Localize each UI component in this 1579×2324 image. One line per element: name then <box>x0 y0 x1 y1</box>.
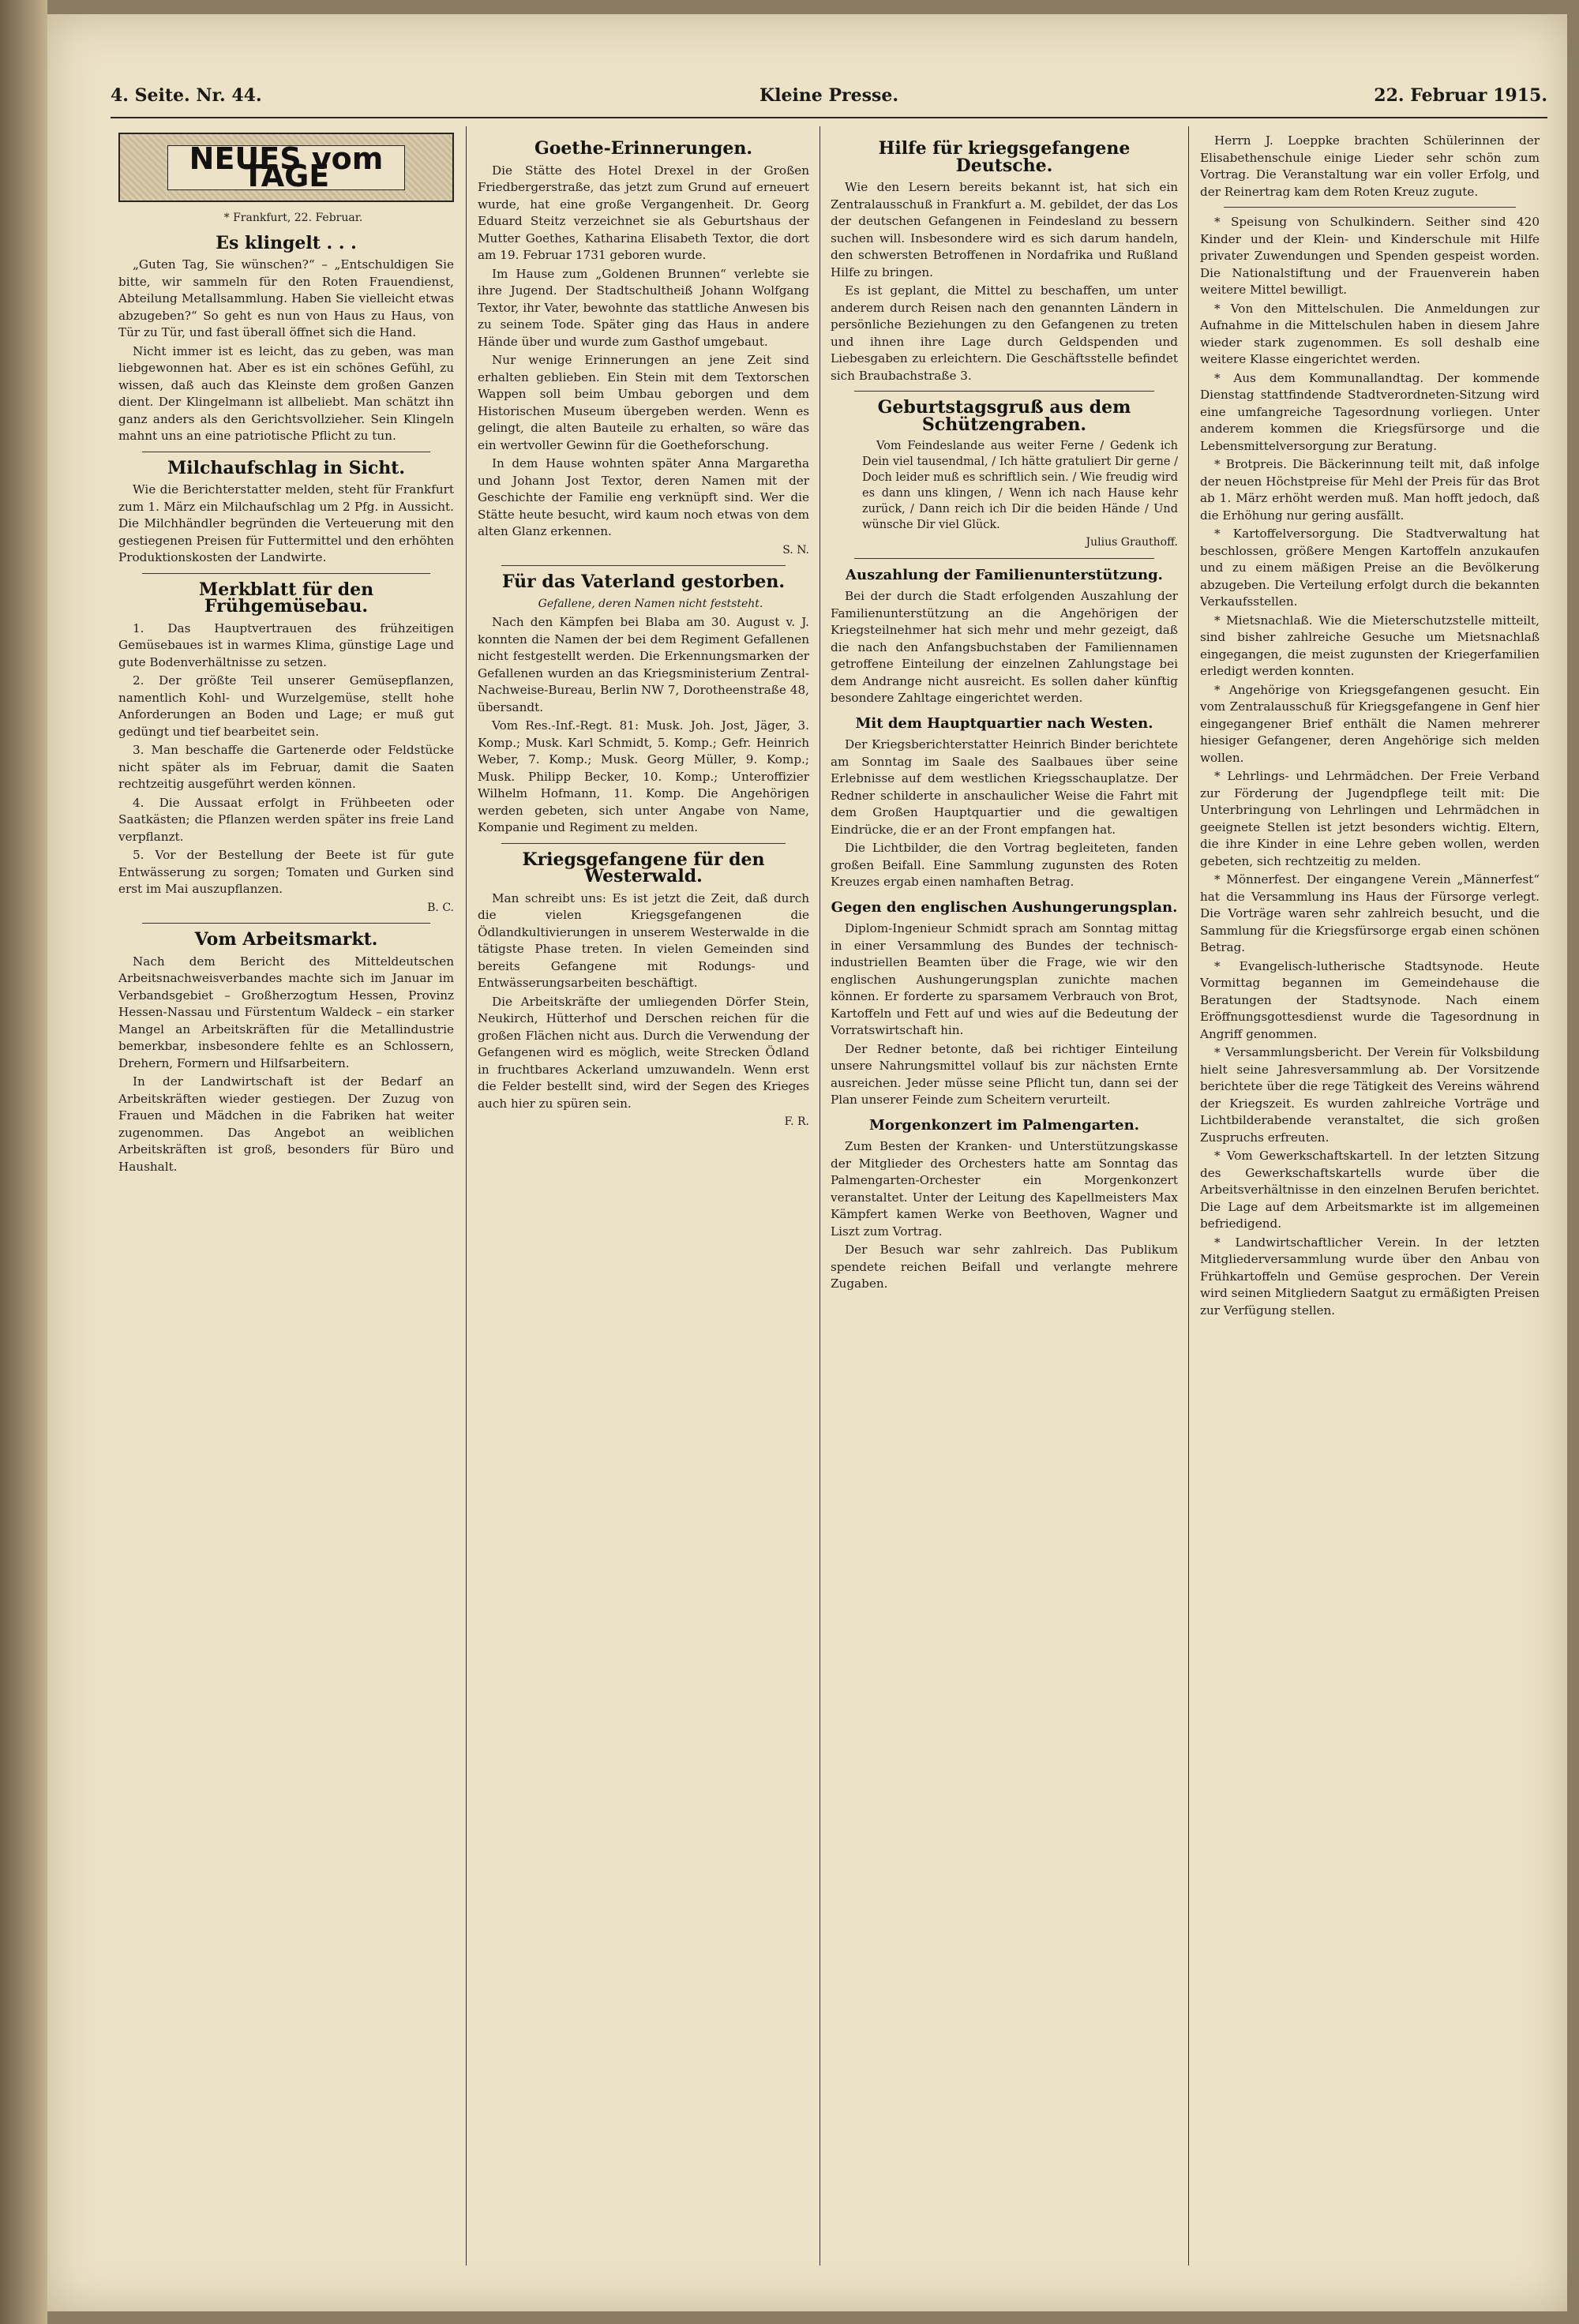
article-title: Kriegsgefangene für den Westerwald. <box>522 849 765 886</box>
neues-vom-tage-masthead <box>118 133 454 202</box>
article-subtitle: Gefallene, deren Namen nicht feststeht. <box>538 597 763 610</box>
column-3 <box>831 133 1178 2264</box>
dateline: * Frankfurt, 22. Februar. <box>223 212 363 224</box>
article-signature: Julius Grauthoff. <box>1086 536 1178 549</box>
news-item: * Mietsnachlaß. Wie die Mieterschutzstelle mitteilt, sind bisher zahlreiche Gesuche um Mietsnachlaß eingegangen, die meist zugunsten der Kriegerfamilien erledigt werden konnten. <box>1200 613 1540 678</box>
column-rule-1 <box>466 126 467 2266</box>
article-paragraph: Diplom-Ingenieur Schmidt sprach am Sonntag mittag in einer Versammlung des Bundes der technisch-industriellen Beamten über die Frage, wie wir den englischen Aushungerungsplan zunichte machen können. Er forderte zu sparsamem Verbrauch von Brot, Kartoffeln und Fett auf und wies auf die Bedeutung der Vorratswirtschaft hin. <box>831 921 1178 1037</box>
article-paragraph: Der Kriegsberichterstatter Heinrich Binder berichtete am Sonntag im Saale des Saalbaues über seine Erlebnisse auf dem westlichen Kriegsschauplatze. Der Redner schilderte in anschaulicher Weise die Fahrt mit dem Großen Hauptquartier und die gewaltigen Eindrücke, die er an der Front empfangen hat. <box>831 737 1178 837</box>
article-title: Für das Vaterland gestorben. <box>501 572 786 592</box>
article-paragraph: 5. Vor der Bestellung der Beete ist für gute Entwässerung zu sorgen; Tomaten und Gurken sind erst im Mai auszupflanzen. <box>118 848 454 896</box>
news-item: * Von den Mittelschulen. Die Anmeldungen zur Aufnahme in die Mittelschulen haben in diesem Jahre wieder stark zugenommen. Es soll deshalb eine weitere Klasse eingerichtet werden. <box>1200 301 1540 366</box>
article-paragraph: Die Lichtbilder, die den Vortrag begleiteten, fanden großen Beifall. Eine Sammlung zugunsten des Roten Kreuzes ergab einen namhaften Betrag. <box>831 841 1178 889</box>
article-paragraph: In dem Hause wohnten später Anna Margaretha und Johann Jost Textor, deren Namen mit der Geschichte der Familie eng verknüpft sind. Wer die Stätte heute besucht, wird kaum noch etwas von dem alten Glanz erkennen. <box>478 456 809 538</box>
article-paragraph: Nach dem Bericht des Mitteldeutschen Arbeitsnachweisverbandes machte sich im Januar im Verbandsgebiet – Großherzogtum Hessen, Provinz Hessen-Nassau und Fürstentum Waldeck – ein starker Mangel an Arbeitskräften für die Metallindustrie bemerkbar, insbesondere fehlte es an Schlossern, Drehern, Formern und Hilfsarbeitern. <box>118 954 454 1070</box>
article-paragraph: Wie die Berichterstatter melden, steht für Frankfurt zum 1. März ein Milchaufschlag um 2 Pfg. in Aussicht. Die Milchhändler begründen die Verteuerung mit den gestiegenen Preisen für Futtermittel und den erhöhten Produktionskosten der Landwirte. <box>118 482 454 564</box>
header-rule <box>111 117 1547 118</box>
article-paragraph: Die Stätte des Hotel Drexel in der Großen Friedbergerstraße, das jetzt zum Grund auf erneuert wurde, hat eine große Vergangenheit. Dr. Georg Eduard Steitz verzeichnet sie als Geburtshaus der Mutter Goethes, Katharina Elisabeth Textor, die dort am 19. Februar 1731 geboren wurde. <box>478 163 809 262</box>
article-title: Goethe-Erinnerungen. <box>534 138 753 159</box>
article-title: Hilfe für kriegsgefangene Deutsche. <box>878 138 1131 176</box>
news-item: * Evangelisch-lutherische Stadtsynode. Heute Vormittag begannen im Gemeindehause die Beratungen der Stadtsynode. Nach einem Eröffnungsgottesdienst wurde die Tagesordnung in Angriff genommen. <box>1200 958 1540 1041</box>
page-number: 4. Seite. Nr. 44. <box>111 85 262 106</box>
article-paragraph: In der Landwirtschaft ist der Bedarf an Arbeitskräften wieder gestiegen. Der Zuzug von Frauen und Mädchen in die Fabriken hat weiter zugenommen. Das Angebot an weiblichen Arbeitskräften ist groß, besonders für Büro und Haushalt. <box>118 1074 454 1174</box>
news-item: * Vom Gewerkschaftskartell. In der letzten Sitzung des Gewerkschaftskartells wurde über die Arbeitsverhältnisse in den einzelnen Berufen berichtet. Die Lage auf dem Arbeitsmarkte ist im allgemeinen befriedigend. <box>1200 1149 1540 1231</box>
article-paragraph: 3. Man beschaffe die Gartenerde oder Feldstücke nicht später als im Februar, damit die Saaten rechtzeitig ausgeführt werden können. <box>118 743 454 791</box>
column-4 <box>1200 133 1540 2264</box>
article-separator <box>142 573 430 574</box>
news-item: * Versammlungsbericht. Der Verein für Volksbildung hielt seine Jahresversammlung ab. Der Vorsitzende berichtete über die rege Tätigkeit des Vereins während der Kriegszeit. Es wurden zahlreiche Vorträge und Lichtbilderabende veranstaltet, die sich großen Zuspruchs erfreuten. <box>1200 1045 1540 1145</box>
article-paragraph: Zum Besten der Kranken- und Unterstützungskasse der Mitglieder des Orchesters hatte am Sonntag das Palmengarten-Orchester ein Morgenkonzert veranstaltet. Unter der Leitung des Kapellmeisters Max Kämpfert kamen Werke von Beethoven, Wagner und Liszt zum Vortrag. <box>831 1139 1178 1239</box>
article-separator <box>854 558 1154 559</box>
article-paragraph: Herrn J. Loeppke brachten Schülerinnen der Elisabethenschule einige Lieder sehr schön zum Vortrag. Die Veranstaltung war ein voller Erfolg, und der Reinertrag kam dem Roten Kreuz zugute. <box>1200 133 1540 199</box>
news-item: * Landwirtschaftlicher Verein. In der letzten Mitgliederversammlung wurde über den Anbau von Frühkartoffeln und Gemüse gesprochen. Der Verein wird seinen Mitgliedern Saatgut zu ermäßigten Preisen zur Verfügung stellen. <box>1200 1235 1540 1318</box>
news-item: * Brotpreis. Die Bäckerinnung teilt mit, daß infolge der neuen Höchstpreise für Mehl der Preis für das Brot ab 1. März erhöht werden muß. Man hofft jedoch, daß die Erhöhung nur gering ausfällt. <box>1200 457 1540 523</box>
article-paragraph: 1. Das Hauptvertrauen des frühzeitigen Gemüsebaues ist in warmes Klima, günstige Lage und gute Bodenverhältnisse zu setzen. <box>118 620 454 669</box>
column-1 <box>118 133 454 2264</box>
column-2 <box>478 133 809 2264</box>
news-item: * Lehrlings- und Lehrmädchen. Der Freie Verband zur Förderung der Jugendpflege teilt mit: Die Unterbringung von Lehrlingen und Lehrmädchen in geeignete Stellen ist jetzt besonders wichtig. Eltern, die ihre Kinder in eine Lehre geben wollen, werden gebeten, sich rechtzeitig zu melden. <box>1200 769 1540 868</box>
article-paragraph: Man schreibt uns: Es ist jetzt die Zeit, daß durch die vielen Kriegsgefangenen die Ödlandkultivierungen in unserem Westerwalde in die tätigste Phase treten. In vielen Gemeinden sind bereits Gefangene mit Rodungs- und Entwässerungsarbeiten beschäftigt. <box>478 890 809 990</box>
article-title: Gegen den englischen Aushungerungsplan. <box>831 898 1178 916</box>
article-separator <box>501 565 786 566</box>
article-title: Es klingelt . . . <box>216 232 357 253</box>
article-separator <box>1224 207 1516 208</box>
article-title: Mit dem Hauptquartier nach Westen. <box>855 714 1153 732</box>
article-paragraph: Bei der durch die Stadt erfolgenden Auszahlung der Familienunterstützung an die Angehörigen der Kriegsteilnehmer hat sich mehr und mehr gezeigt, daß die nach den Anfangsbuchstaben der Familiennamen getroffene Einteilung der einzelnen Zahlungstage bei dem Andrange nicht ausreicht. Es sollen daher künftig besondere Zahltage eingerichtet werden. <box>831 589 1178 705</box>
article-title: Auszahlung der Familienunterstützung. <box>846 566 1163 583</box>
poem: Vom Feindeslande aus weiter Ferne / Gedenk ich Dein viel tausendmal, / Ich hätte gratuliert Dir gerne / Doch leider muß es schriftlich sein. / Wie freudig wird es dann uns klingen, / Wenn ich nach Hause kehr zurück, / Dann reich ich Dir die beiden Hände / Und wünsche Dir viel Glück. <box>862 440 1178 531</box>
page-header <box>111 79 1547 111</box>
article-signature: F. R. <box>784 1115 809 1128</box>
news-item: * Mönnerfest. Der eingangene Verein „Männerfest“ hat die Versammlung ins Haus der Fürsorge verlegt. Die Vorträge waren sehr zahlreich besucht, und die Sammlung für die Kriegsfürsorge ergab einen schönen Betrag. <box>1200 872 1540 954</box>
paper-name: Kleine Presse. <box>759 85 899 106</box>
article-title: Geburtstagsgruß aus dem Schützengraben. <box>877 397 1131 435</box>
news-item: * Speisung von Schulkindern. Seither sind 420 Kinder und der Klein- und Kinderschule mit Hilfe privater Zuwendungen und Spenden gespeist worden. Die Nationalstiftung und der Frauenverein haben weitere Mittel bewilligt. <box>1200 215 1540 297</box>
article-title: Morgenkonzert im Palmengarten. <box>869 1116 1139 1134</box>
article-paragraph: Vom Res.-Inf.-Regt. 81: Musk. Joh. Jost, Jäger, 3. Komp.; Musk. Karl Schmidt, 5. Komp.; Gefr. Heinrich Weber, 7. Komp.; Musk. Georg Müller, 9. Komp.; Musk. Philipp Becker, 10. Komp.; Unteroffizier Wilhelm Hofmann, 11. Komp. Die Angehörigen werden gebeten, sich unter Angabe von Name, Kompanie und Regiment zu melden. <box>478 718 809 834</box>
masthead-title: NEUES vom TAGE <box>167 145 405 190</box>
article-paragraph: Der Redner betonte, daß bei richtiger Einteilung unsere Nahrungsmittel vollauf bis zur nächsten Ernte ausreichen. Jeder müsse seine Pflicht tun, dann sei der Plan unserer Feinde zum Scheitern verurteilt. <box>831 1041 1178 1107</box>
article-signature: B. C. <box>427 901 454 914</box>
news-item: * Kartoffelversorgung. Die Stadtverwaltung hat beschlossen, größere Mengen Kartoffeln anzukaufen und zu einem mäßigen Preise an die Bevölkerung abzugeben. Die Verteilung erfolgt durch die bekannten Verkaufsstellen. <box>1200 527 1540 609</box>
issue-date: 22. Februar 1915. <box>1374 85 1547 106</box>
article-paragraph: Die Arbeitskräfte der umliegenden Dörfer Stein, Neukirch, Hütterhof und Derschen reichen für die großen Flächen nicht aus. Durch die Verwendung der Gefangenen wird es möglich, weite Strecken Ödland in fruchtbares Ackerland umzuwandeln. Wenn erst die Felder bestellt sind, wird der Segen des Krieges auch hier zu spüren sein. <box>478 994 809 1111</box>
article-paragraph: Im Hause zum „Goldenen Brunnen“ verlebte sie ihre Jugend. Der Stadtschultheiß Johann Wolfgang Textor, ihr Vater, bewohnte das stattliche Anwesen bis zu seinem Tode. Später ging das Haus in andere Hände über und wurde zum Gasthof umgebaut. <box>478 266 809 349</box>
article-paragraph: Nach den Kämpfen bei Blaba am 30. August v. J. konnten die Namen der bei dem Regiment Gefallenen nicht festgestellt werden. Die Erkennungsmarken der Gefallenen wurden an das Kriegsministerium Zentral-Nachweise-Bureau, Berlin NW 7, Dorotheenstraße 48, übersandt. <box>478 615 809 714</box>
news-item: * Angehörige von Kriegsgefangenen gesucht. Ein vom Zentralausschuß für Kriegsgefangene in Genf hier eingegangener Brief enthält die Namen mehrerer hiesiger Gefangener, deren Angehörige sich melden wollen. <box>1200 682 1540 765</box>
article-signature: S. N. <box>782 543 809 557</box>
article-paragraph: Der Besuch war sehr zahlreich. Das Publikum spendete reichen Beifall und verlangte mehrere Zugaben. <box>831 1243 1178 1291</box>
article-title: Vom Arbeitsmarkt. <box>194 929 378 950</box>
article-paragraph: 2. Der größte Teil unserer Gemüsepflanzen, namentlich Kohl- und Wurzelgemüse, stellt hohe Anforderungen an Boden und Lage; er muß gut gedüngt und tief bearbeitet sein. <box>118 673 454 739</box>
article-paragraph: 4. Die Aussaat erfolgt in Frühbeeten oder Saatkästen; die Pflanzen werden später ins freie Land verpflanzt. <box>118 795 454 844</box>
column-rule-3 <box>1188 126 1189 2266</box>
article-paragraph: Wie den Lesern bereits bekannt ist, hat sich ein Zentralausschuß in Frankfurt a. M. gebildet, der das Los der deutschen Gefangenen in Feindesland zu bessern suchen will. Insbesondere wird es sich darum handeln, den schwersten Betroffenen in Nordafrika und Rußland Hilfe zu bringen. <box>831 180 1178 279</box>
article-separator <box>854 391 1154 392</box>
article-paragraph: Nur wenige Erinnerungen an jene Zeit sind erhalten geblieben. Ein Stein mit dem Textorschen Wappen soll beim Umbau geborgen und dem Historischen Museum übergeben werden. Wenn es gelingt, die alten Bauteile zu erhalten, so wäre das ein wertvoller Gewinn für die Goetheforschung. <box>478 353 809 452</box>
news-item: * Aus dem Kommunallandtag. Der kommende Dienstag stattfindende Stadtverordneten-Sitzung wird eine umfangreiche Tagesordnung vorliegen. Unter anderem kommen die Kriegsfürsorge und die Lebensmittelversorgung zur Beratung. <box>1200 370 1540 453</box>
book-spine <box>0 0 47 2324</box>
article-title: Merkblatt für den Frühgemüsebau. <box>198 579 374 617</box>
article-separator <box>501 843 786 844</box>
article-title: Milchaufschlag in Sicht. <box>167 457 406 478</box>
article-paragraph: „Guten Tag, Sie wünschen?“ – „Entschuldigen Sie bitte, wir sammeln für den Roten Frauendienst, Abteilung Metallsammlung. Haben Sie vielleicht etwas abzugeben?“ So geht es nun von Haus zu Haus, von Tür zu Tür, und fast überall öffnet sich die Hand. <box>118 257 454 339</box>
article-separator <box>142 923 430 924</box>
article-paragraph: Es ist geplant, die Mittel zu beschaffen, um unter anderem durch Reisen nach den genannten Ländern in persönliche Beziehungen zu den Gefangenen zu treten und ihnen ihre Lage durch Geldspenden und Liebesgaben zu erleichtern. Die Geschäftsstelle befindet sich Braubachstraße 3. <box>831 283 1178 383</box>
article-paragraph: Nicht immer ist es leicht, das zu geben, was man liebgewonnen hat. Aber es ist ein schönes Gefühl, zu wissen, daß auch das Kleinste dem großen Ganzen dient. Der Klingelmann ist allbeliebt. Man schätzt ihn ganz anders als den Gerichtsvollzieher. Sein Klingeln mahnt uns an eine patriotische Pflicht zu tun. <box>118 343 454 443</box>
